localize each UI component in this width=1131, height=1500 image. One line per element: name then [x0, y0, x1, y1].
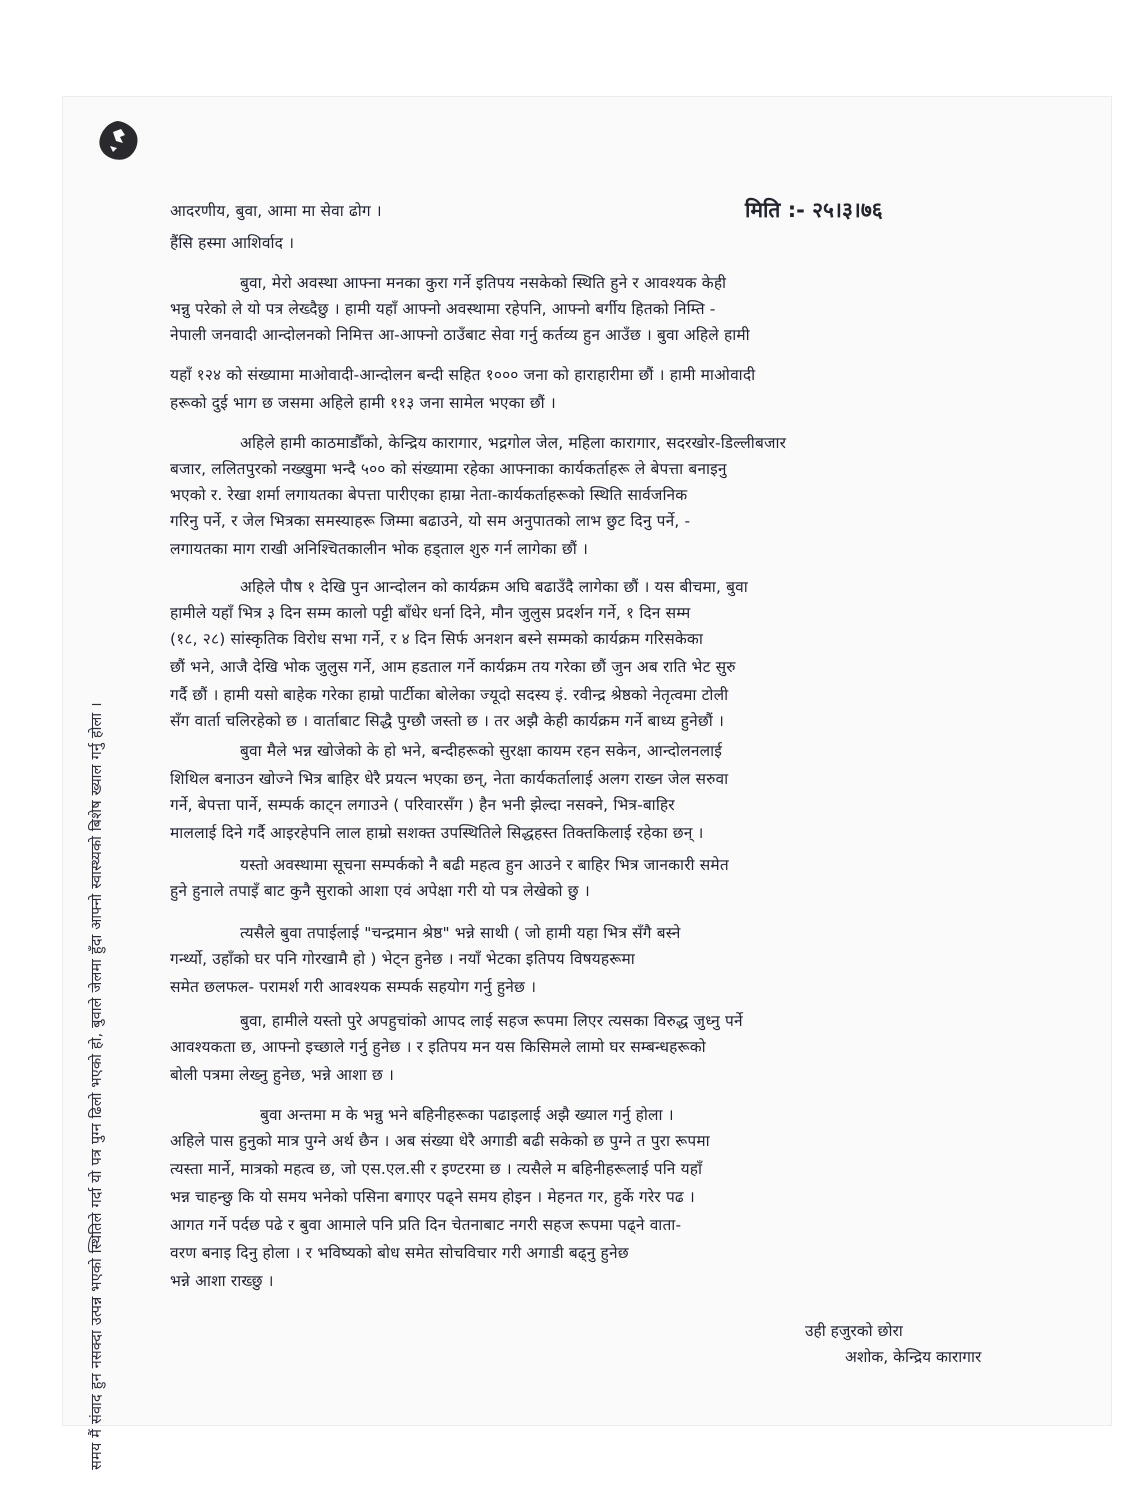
- text-line: भन्नु परेको ले यो पत्र लेख्दैछु । हामी यहाँ आफ्नो अवस्थामा रहेपनि, आफ्नो बर्गीय हितको निम्ति -: [170, 300, 716, 318]
- text-line: त्यसैले बुवा तपाईलाई "चन्द्रमान श्रेष्ठ" भन्ने साथी ( जो हामी यहा भित्र सँगै बस्ने: [240, 924, 681, 942]
- text-line: बुवा, मेरो अवस्था आफ्ना मनका कुरा गर्ने इतिपय नसकेको स्थिति हुने र आवश्यक केही: [240, 274, 727, 292]
- text-line: सँग वार्ता चलिरहेको छ । वार्ताबाट सिद्धै पुग्छौ जस्तो छ । तर अझै केही कार्यक्रम गर्ने बाध्य हुनेछौं ।: [170, 712, 725, 730]
- text-line: अहिले हामी काठमाडौँको, केन्द्रिय कारागार, भद्रगोल जेल, महिला कारागार, सदरखोर-डिल्लीबजार: [240, 434, 787, 452]
- text-line: गर्ने, बेपत्ता पार्ने, सम्पर्क काट्न लगाउने ( परिवारसँग ) हैन भनी झेल्दा नसक्ने, भित्र-बाहिर: [170, 796, 675, 814]
- text-line: भएको र. रेखा शर्मा लगायतका बेपत्ता पारीएका हाम्रा नेता-कार्यकर्ताहरूको स्थिति सार्वजनिक: [170, 486, 688, 504]
- text-line: यस्तो अवस्थामा सूचना सम्पर्कको नै बढी महत्व हुन आउने र बाहिर भित्र जानकारी समेत: [240, 856, 729, 874]
- text-line: माललाई दिने गर्दै आइरहेपनि लाल हाम्रो सशक्त उपस्थितिले सिद्धहस्त तिक्तकिलाई रहेका छन् ।: [170, 824, 704, 842]
- greeting: हैंसि हस्मा आशिर्वाद ।: [170, 234, 295, 252]
- salutation: आदरणीय, बुवा, आमा मा सेवा ढोग ।: [170, 202, 382, 220]
- text-line: त्यस्ता मार्ने, मात्रको महत्व छ, जो एस.एल.सी र इण्टरमा छ । त्यसैले म बहिनीहरूलाई पनि यहाँ: [170, 1160, 703, 1178]
- text-line: हरूको दुई भाग छ जसमा अहिले हामी ११३ जना सामेल भएका छौं ।: [170, 394, 556, 412]
- text-line: अहिले पौष १ देखि पुन आन्दोलन को कार्यक्रम अघि बढाउँदै लागेका छौं । यस बीचमा, बुवा: [240, 578, 748, 596]
- margin-note: समय मैं संवाद हुन नसक्दा उत्पन्न भएको स्थितिले गर्दा यो पत्र पुग्न ढिलो भएको हो, बुवाले जेलमा हुँदा आफ्नो स्वास्थ्यको बिशेष ख्याल गर्नु होला ।: [89, 702, 105, 1470]
- text-line: बोली पत्रमा लेख्नु हुनेछ, भन्ने आशा छ ।: [170, 1066, 395, 1084]
- text-line: भन्न चाहन्छु कि यो समय भनेको पसिना बगाएर पढ्ने समय होइन । मेहनत गर, हुर्के गरेर पढ ।: [170, 1188, 695, 1206]
- signoff-name: अशोक, केन्द्रिय कारागार: [845, 1348, 982, 1366]
- text-line: समेत छलफल- परामर्श गरी आवश्यक सम्पर्क सहयोग गर्नु हुनेछ ।: [170, 978, 537, 996]
- text-line: अहिले पास हुनुको मात्र पुग्ने अर्थ छैन । अब संख्या धेरै अगाडी बढी सकेको छ पुग्ने त पुरा रूपमा: [170, 1132, 710, 1150]
- text-line: बुवा मैले भन्न खोजेको के हो भने, बन्दीहरूको सुरक्षा कायम रहन सकेन, आन्दोलनलाई: [240, 742, 723, 760]
- text-line: नेपाली जनवादी आन्दोलनको निमित्त आ-आफ्नो ठाउँबाट सेवा गर्नु कर्तव्य हुन आउँछ । बुवा अहिले हामी: [170, 326, 750, 344]
- text-line: (१८, २८) सांस्कृतिक विरोध सभा गर्ने, र ४ दिन सिर्फ अनशन बस्ने सम्मको कार्यक्रम गरिसकेका: [170, 630, 703, 648]
- text-line: गर्दै छौं । हामी यसो बाहेक गरेका हाम्रो पार्टीका बोलेका ज्यूदो सदस्य इं. रवीन्द्र श्रेष्ठको नेतृत्वमा टोली: [170, 686, 729, 704]
- text-line: लगायतका माग राखी अनिश्चितकालीन भोक हड्ताल शुरु गर्न लागेका छौं ।: [170, 540, 589, 558]
- text-line: गर्न्थ्यो, उहाँको घर पनि गोरखामै हो ) भेट्न हुनेछ । नयाँ भेटका इतिपय विषयहरूमा: [170, 950, 635, 968]
- letter-date: मिति :- २५।३।७६: [745, 198, 883, 222]
- text-line: वरण बनाइ दिनु होला । र भविष्यको बोध समेत सोचविचार गरी अगाडी बढ्नु हुनेछ: [170, 1244, 629, 1262]
- text-line: हुने हुनाले तपाइँ बाट कुनै सुराको आशा एवं अपेक्षा गरी यो पत्र लेखेको छु ।: [170, 882, 590, 900]
- text-line: बुवा, हामीले यस्तो पुरे अपहुचांको आपद लाई सहज रूपमा लिएर त्यसका विरुद्ध जुध्नु पर्ने: [240, 1012, 743, 1030]
- text-line: भन्ने आशा राख्छु ।: [170, 1272, 274, 1290]
- text-line: बजार, ललितपुरको नख्खुमा भन्दै ५०० को संख्यामा रहेका आफ्नाका कार्यकर्ताहरू ले बेपत्ता बनाइनु: [170, 460, 727, 478]
- text-line: गरिनु पर्ने, र जेल भित्रका समस्याहरू जिम्मा बढाउने, यो सम अनुपातको लाभ छुट दिनु पर्ने, -: [170, 512, 691, 530]
- signoff: [805, 1318, 1105, 1370]
- text-line: हामीले यहाँ भित्र ३ दिन सम्म कालो पट्टी बाँधेर धर्ना दिने, मौन जुलुस प्रदर्शन गर्ने, १ दिन सम्म: [170, 604, 691, 622]
- text-line: छौं भने, आजै देखि भोक जुलुस गर्ने, आम हडताल गर्ने कार्यक्रम तय गरेका छौं जुन अब राति भेट सुरु: [170, 658, 736, 676]
- text-line: आवश्यकता छ, आफ्नो इच्छाले गर्नु हुनेछ । र इतिपय मन यस किसिमले लामो घर सम्बन्धहरूको: [170, 1038, 706, 1056]
- text-line: बुवा अन्तमा म के भन्नु भने बहिनीहरूका पढाइलाई अझै ख्याल गर्नु होला ।: [260, 1106, 674, 1124]
- text-line: आगत गर्ने पर्दछ पढे र बुवा आमाले पनि प्रति दिन चेतनाबाट नगरी सहज रूपमा पढ्ने वाता-: [170, 1216, 682, 1234]
- signoff-closing: उही हजुरको छोरा: [805, 1322, 903, 1340]
- text-line: यहाँ १२४ को संख्यामा माओवादी-आन्दोलन बन्दी सहित १००० जना को हाराहारीमा छौं । हामी माओवादी: [170, 366, 756, 384]
- text-line: शिथिल बनाउन खोज्ने भित्र बाहिर धेरै प्रयत्न भएका छन्, नेता कार्यकर्तालाई अलग राख्न जेल सरुवा: [170, 770, 729, 788]
